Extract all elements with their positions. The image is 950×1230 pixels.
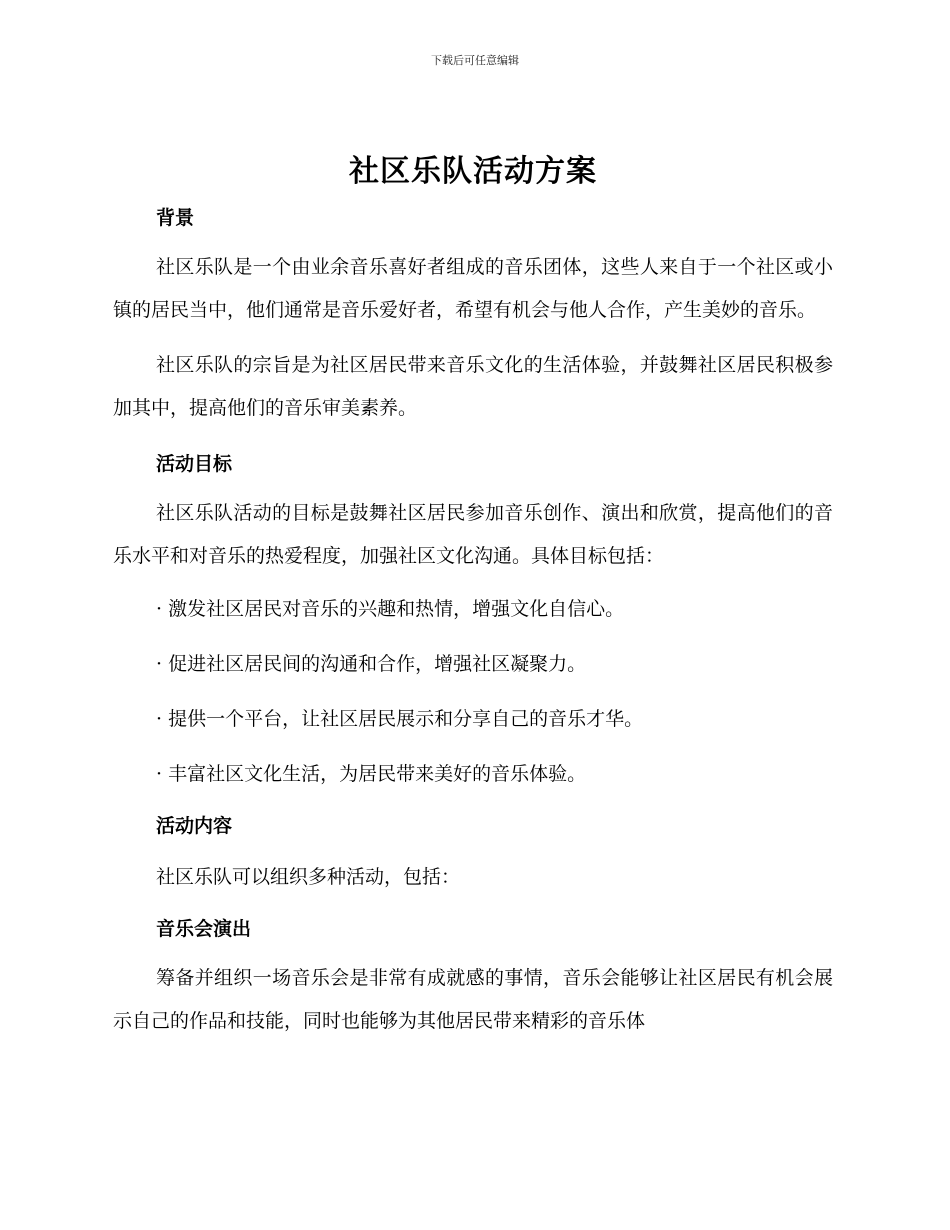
list-item: · 激发社区居民对音乐的兴趣和热情，增强文化自信心。	[156, 598, 625, 620]
heading-goals: 活动目标	[156, 453, 233, 475]
document-title: 社区乐队活动方案	[349, 154, 597, 189]
header-note: 下载后可任意编辑	[431, 54, 519, 67]
paragraph-background-2: 社区乐队的宗旨是为社区居民带来音乐文化的生活体验，并鼓舞社区居民积极参加其中，提高他们的音乐审美素养。	[113, 354, 833, 419]
heading-content: 活动内容	[156, 815, 233, 837]
heading-background: 背景	[156, 207, 195, 229]
list-item: · 促进社区居民间的沟通和合作，增强社区凝聚力。	[156, 653, 587, 675]
list-item: · 丰富社区文化生活，为居民带来美好的音乐体验。	[156, 763, 587, 785]
paragraph-content-1: 社区乐队可以组织多种活动，包括：	[156, 866, 461, 888]
paragraph-concert-1: 筹备并组织一场音乐会是非常有成就感的事情，音乐会能够让社区居民有机会展示自己的作品和技能，同时也能够为其他居民带来精彩的音乐体	[113, 967, 833, 1032]
heading-concert: 音乐会演出	[156, 918, 252, 940]
paragraph-goals-1: 社区乐队活动的目标是鼓舞社区居民参加音乐创作、演出和欣赏，提高他们的音乐水平和对音乐的热爱程度，加强社区文化沟通。具体目标包括：	[113, 502, 833, 567]
list-item: · 提供一个平台，让社区居民展示和分享自己的音乐才华。	[156, 708, 644, 730]
document-body	[113, 150, 833, 1043]
paragraph-background-1: 社区乐队是一个由业余音乐喜好者组成的音乐团体，这些人来自于一个社区或小镇的居民当中，他们通常是音乐爱好者，希望有机会与他人合作，产生美妙的音乐。	[113, 256, 833, 321]
